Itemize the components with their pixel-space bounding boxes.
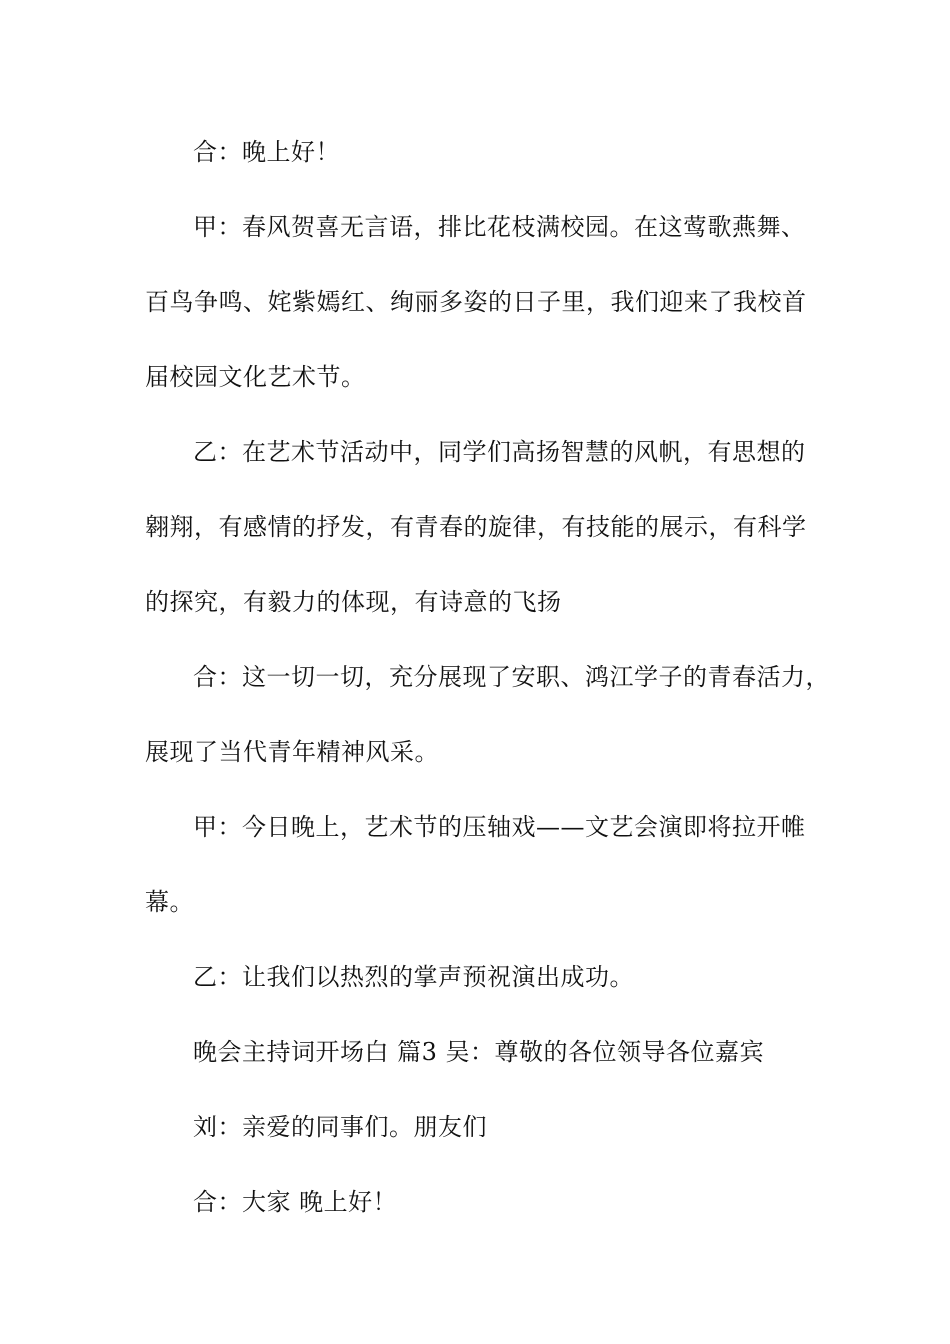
paragraph-line-15: 合：大家 晚上好！: [193, 1188, 398, 1216]
paragraph-line-9: 展现了当代青年精神风采。: [145, 738, 439, 766]
paragraph-line-3: 百鸟争鸣、姹紫嫣红、绚丽多姿的日子里，我们迎来了我校首: [145, 288, 807, 316]
paragraph-line-5: 乙：在艺术节活动中，同学们高扬智慧的风帆，有思想的: [193, 438, 806, 466]
paragraph-line-10: 甲：今日晚上，艺术节的压轴戏——文艺会演即将拉开帷: [193, 813, 806, 841]
paragraph-line-1: 合：晚上好！: [193, 138, 340, 166]
section-heading-line: 晚会主持词开场白 篇3 吴：尊敬的各位领导各位嘉宾: [193, 1038, 765, 1066]
paragraph-line-12: 乙：让我们以热烈的掌声预祝演出成功。: [193, 963, 634, 991]
paragraph-line-7: 的探究，有毅力的体现，有诗意的飞扬: [145, 588, 562, 616]
paragraph-line-6: 翱翔，有感情的抒发，有青春的旋律，有技能的展示，有科学: [145, 513, 807, 541]
paragraph-line-4: 届校园文化艺术节。: [145, 363, 366, 391]
paragraph-line-8: 合：这一切一切，充分展现了安职、鸿江学子的青春活力，: [193, 663, 830, 691]
paragraph-line-2: 甲：春风贺喜无言语，排比花枝满校园。在这莺歌燕舞、: [193, 213, 806, 241]
paragraph-line-14: 刘：亲爱的同事们。朋友们: [193, 1113, 487, 1141]
paragraph-line-11: 幕。: [145, 888, 194, 916]
